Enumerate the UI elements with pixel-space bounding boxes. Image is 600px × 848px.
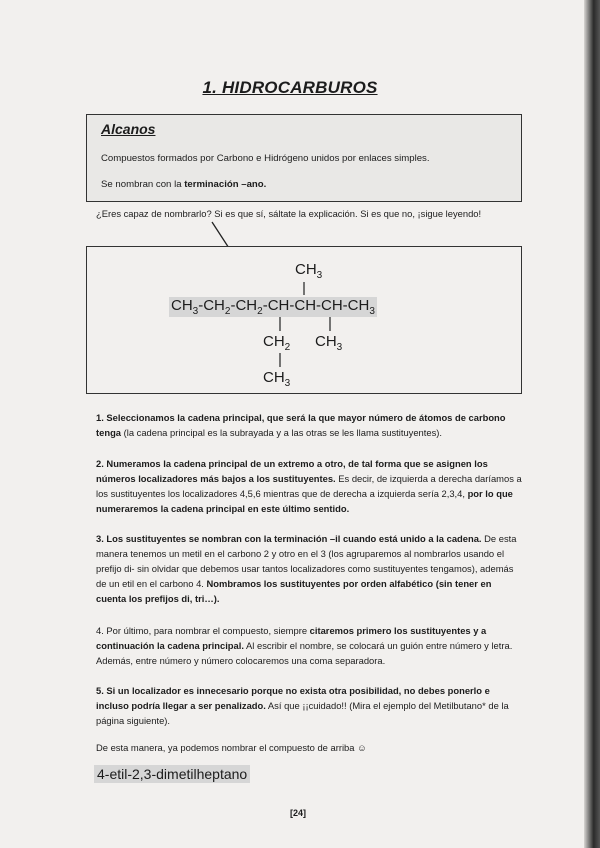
bond-lines: [87, 247, 523, 395]
structural-formula-box: [86, 246, 522, 394]
page-number: [24]: [290, 808, 307, 818]
alcanos-naming-rule: Se nombran con la terminación –ano.: [101, 179, 267, 190]
challenge-question: ¿Eres capaz de nombrarlo? Si es que sí, sáltate la explicación. Si es que no, ¡sigue leyendo!: [96, 208, 482, 219]
page-edge-shadow: [584, 0, 600, 848]
step-2: 2. Numeramos la cadena principal de un extremo a otro, de tal forma que se asignen los números localizadores más bajos a los sustituyentes. Es decir, de izquierda a derecha daríamos a los sustituyentes los localizadores 4,5,6 mientras que de derecha a izquierda sería 2,3,4, por lo que numeraremos la cadena principal en este último sentido.: [96, 458, 522, 514]
step-4: 4. Por último, para nombrar el compuesto, siempre citaremos primero los sustituyentes y a continuación la cadena principal. Al escribir el nombre, se colocará un guión entre número y letra. Además, entre número y número colocaremos una coma separadora.: [96, 625, 513, 666]
page-title: 1. HIDROCARBUROS: [202, 78, 378, 97]
compound-name-answer: 4-etil-2,3-dimetilheptano: [94, 765, 250, 783]
ethyl-ch3: $CH_3$: [263, 369, 291, 389]
alcanos-definition: Compuestos formados por Carbono e Hidrógeno unidos por enlaces simples.: [101, 153, 430, 164]
alcanos-definition-box: [86, 114, 522, 202]
main-chain: $CH_3-CH_2-CH_2-CH-CH-CH-CH_3$: [171, 297, 375, 317]
alcanos-heading: Alcanos: [101, 121, 156, 137]
step-5: 5. Si un localizador es innecesario porque no exista otra posibilidad, no debes ponerlo e incluso podría llegar a ser penalizado. Así que ¡¡cuidado!! (Mira el ejemplo del Metilbutano* de la página siguiente).: [96, 685, 509, 726]
methyl-lower-substituent: $CH_3$: [315, 333, 343, 353]
step-3: 3. Los sustituyentes se nombran con la terminación –il cuando está unido a la cadena. De esta manera tenemos un metil en el carbono 2 y otro en el 3 (los agruparemos al nombrarlos usando el prefijo di- sin olvidar que debemos usar tantos localizadores como sustituyentes tengamos), además de un etil en el carbono 4. Nombramos los sustituyentes por orden alfabético (sin tener en cuenta los prefijos di, tri…).: [96, 533, 517, 604]
closing-sentence: De esta manera, ya podemos nombrar el compuesto de arriba ☺: [96, 742, 367, 753]
methyl-top-substituent: $CH_3$: [295, 261, 323, 281]
ethyl-ch2: $CH_2$: [263, 333, 291, 353]
step-1: 1. Seleccionamos la cadena principal, que será la que mayor número de átomos de carbono tenga (la cadena principal es la subrayada y a las otras se les llama sustituyentes).: [96, 412, 506, 438]
